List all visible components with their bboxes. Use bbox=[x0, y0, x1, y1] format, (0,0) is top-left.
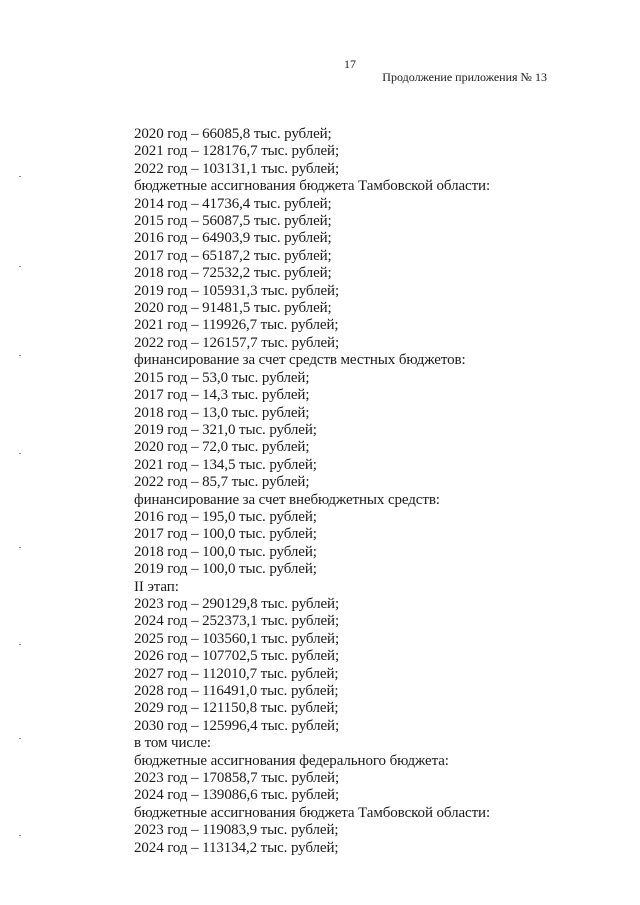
text-line: 2021 год – 128176,7 тыс. рублей; bbox=[134, 143, 340, 160]
text-line: 2019 год – 321,0 тыс. рублей; bbox=[134, 421, 317, 438]
appendix-continuation-note: Продолжение приложения № 13 bbox=[382, 70, 547, 84]
text-line: 2025 год – 103560,1 тыс. рублей; bbox=[134, 630, 340, 647]
text-line: 2018 год – 100,0 тыс. рублей; bbox=[134, 543, 317, 560]
text-line: 2016 год – 195,0 тыс. рублей; bbox=[134, 508, 317, 525]
text-line: 2024 год – 113134,2 тыс. рублей; bbox=[134, 839, 339, 856]
margin-scan-mark bbox=[19, 644, 21, 645]
funding-text-block bbox=[134, 126, 554, 857]
text-line: 2023 год – 290129,8 тыс. рублей; bbox=[134, 595, 340, 612]
text-line: 2014 год – 41736,4 тыс. рублей; bbox=[134, 195, 332, 212]
text-line: 2019 год – 100,0 тыс. рублей; bbox=[134, 561, 317, 578]
margin-scan-mark bbox=[19, 453, 21, 454]
text-line: 2015 год – 53,0 тыс. рублей; bbox=[134, 369, 310, 386]
section-heading-regional-budget: бюджетные ассигнования бюджета Тамбовской области: bbox=[134, 804, 491, 821]
text-line: 2022 год – 85,7 тыс. рублей; bbox=[134, 474, 310, 491]
text-line: 2023 год – 170858,7 тыс. рублей; bbox=[134, 770, 340, 787]
text-line: 2015 год – 56087,5 тыс. рублей; bbox=[134, 213, 332, 230]
text-line: 2019 год – 105931,3 тыс. рублей; bbox=[134, 282, 340, 299]
margin-scan-mark bbox=[19, 355, 21, 356]
margin-scan-mark bbox=[19, 547, 21, 548]
margin-scan-mark bbox=[19, 176, 21, 177]
text-line: 2022 год – 103131,1 тыс. рублей; bbox=[134, 160, 340, 177]
text-line: 2021 год – 119926,7 тыс. рублей; bbox=[134, 317, 339, 334]
margin-scan-mark bbox=[19, 738, 21, 739]
text-line: 2023 год – 119083,9 тыс. рублей; bbox=[134, 822, 339, 839]
section-heading-stage-two: II этап: bbox=[134, 578, 179, 595]
text-line: 2030 год – 125996,4 тыс. рублей; bbox=[134, 717, 340, 734]
text-line: 2026 год – 107702,5 тыс. рублей; bbox=[134, 648, 340, 665]
page-number: 17 bbox=[344, 57, 356, 71]
text-line: 2017 год – 65187,2 тыс. рублей; bbox=[134, 247, 332, 264]
text-line: 2029 год – 121150,8 тыс. рублей; bbox=[134, 700, 339, 717]
text-line: 2024 год – 252373,1 тыс. рублей; bbox=[134, 613, 340, 630]
text-line: 2020 год – 66085,8 тыс. рублей; bbox=[134, 126, 332, 142]
text-line: 2020 год – 91481,5 тыс. рублей; bbox=[134, 300, 332, 317]
text-line: 2017 год – 100,0 тыс. рублей; bbox=[134, 526, 317, 543]
text-line: 2028 год – 116491,0 тыс. рублей; bbox=[134, 683, 339, 699]
margin-scan-mark bbox=[19, 266, 21, 267]
text-line: 2024 год – 139086,6 тыс. рублей; bbox=[134, 787, 340, 804]
text-line: 2027 год – 112010,7 тыс. рублей; bbox=[134, 665, 339, 682]
text-line: в том числе: bbox=[134, 735, 211, 752]
section-heading-federal-budget: бюджетные ассигнования федерального бюджета: bbox=[134, 752, 449, 769]
text-line: 2021 год – 134,5 тыс. рублей; bbox=[134, 456, 317, 473]
text-line: 2020 год – 72,0 тыс. рублей; bbox=[134, 439, 310, 456]
text-line: 2018 год – 72532,2 тыс. рублей; bbox=[134, 265, 332, 282]
section-heading-extrabudgetary: финансирование за счет внебюджетных средств: bbox=[134, 491, 440, 508]
margin-scan-mark bbox=[19, 835, 21, 836]
text-line: 2018 год – 13,0 тыс. рублей; bbox=[134, 404, 310, 421]
text-line: 2022 год – 126157,7 тыс. рублей; bbox=[134, 334, 340, 351]
text-line: 2016 год – 64903,9 тыс. рублей; bbox=[134, 230, 332, 247]
text-line: 2017 год – 14,3 тыс. рублей; bbox=[134, 387, 310, 404]
section-heading-regional-budget: бюджетные ассигнования бюджета Тамбовской области: bbox=[134, 178, 491, 195]
section-heading-local-budgets: финансирование за счет средств местных бюджетов: bbox=[134, 352, 466, 369]
